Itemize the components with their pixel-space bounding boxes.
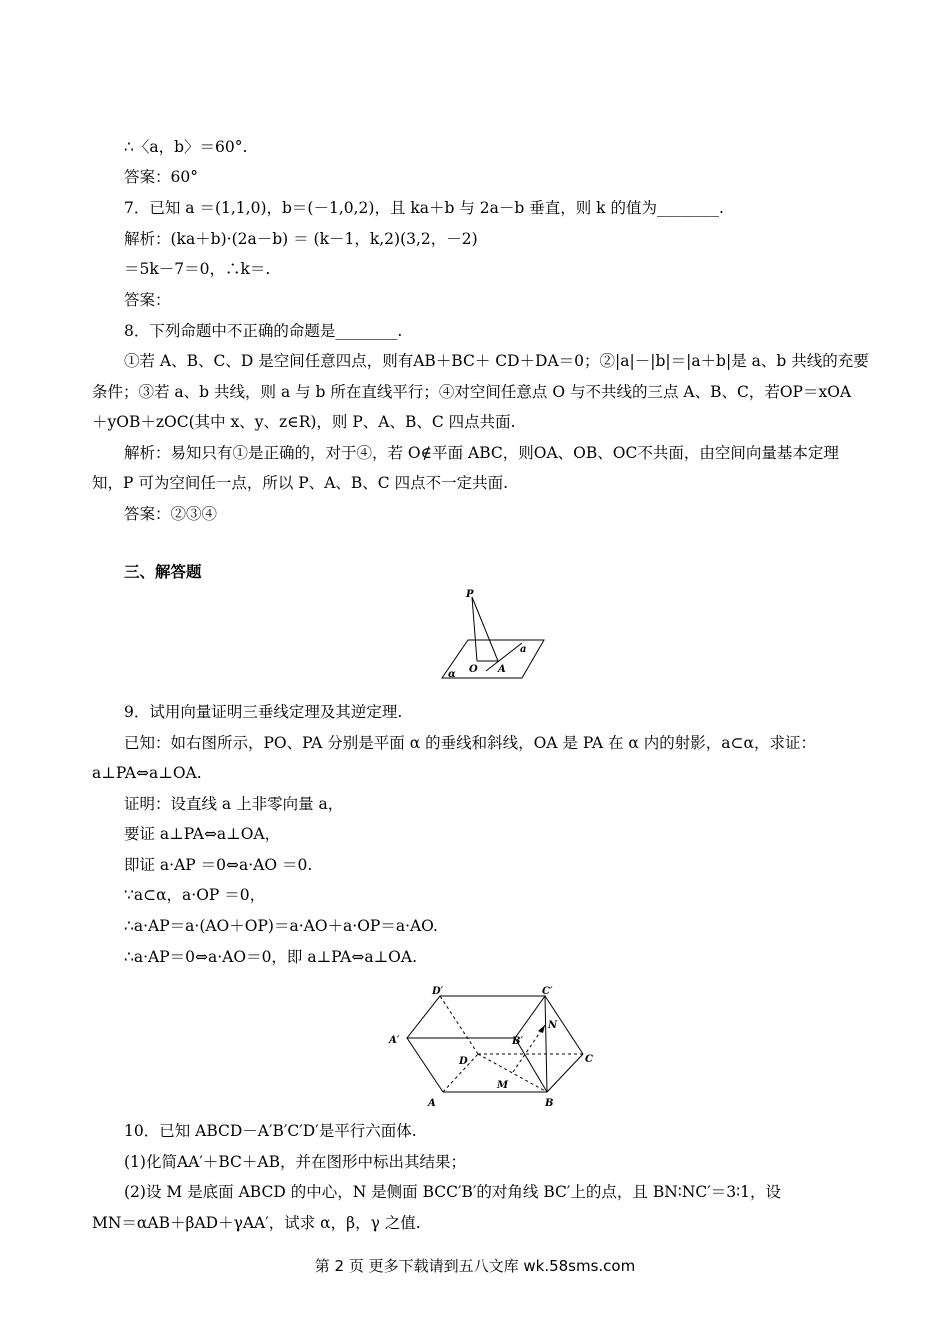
- label-N: N: [548, 1020, 558, 1031]
- edge-DD1-hidden: [440, 996, 478, 1054]
- question-9: 9．试用向量证明三垂线定理及其逆定理.: [124, 703, 403, 721]
- question-10-part2-line2: MN＝αAB＋βAD＋γAA′，试求 α，β，γ 之值.: [92, 1214, 421, 1232]
- solution-7-line1: 解析：(ka＋b)·(2a－b) ＝ (k－1，k,2)(3,2，－2): [124, 230, 478, 248]
- line-angle-result: ∴〈a，b〉＝60°.: [124, 138, 248, 156]
- label-B1: B′: [512, 1036, 524, 1047]
- question-9-given: 已知：如右图所示，PO、PA 分别是平面 α 的垂线和斜线，OA 是 PA 在 α 内的射影，a⊂α，求证：: [124, 734, 816, 752]
- section-heading: 三、解答题: [124, 562, 202, 581]
- line-answer-7prev: 答案：60°: [124, 168, 198, 186]
- solution-8-line1: 解析：易知只有①是正确的，对于④，若 O∉平面 ABC，则OA、OB、OC不共面，由空间向量基本定理: [124, 444, 839, 462]
- label-D1: D′: [432, 986, 444, 997]
- diagonal-DB-hidden: [478, 1054, 547, 1092]
- solution-7-line2: ＝5k－7＝0，∴k＝.: [124, 260, 271, 278]
- answer-8: 答案：②③④: [124, 505, 218, 523]
- edge-AA1: [407, 1038, 443, 1092]
- edge-BC: [547, 1054, 583, 1092]
- diagonal-BC1: [545, 996, 547, 1092]
- label-P: P: [466, 589, 474, 600]
- figure-three-perpendiculars: [440, 585, 550, 685]
- label-M: M: [497, 1080, 509, 1091]
- proof-line2: 要证 a⊥PA⇔a⊥OA，: [124, 825, 281, 843]
- question-7: 7．已知 a ＝(1,1,0)，b＝(－1,0,2)，且 ka＋b 与 2a－b 垂直，则 k 的值为________.: [124, 199, 724, 217]
- proof-line1: 证明：设直线 a 上非零向量 a，: [124, 795, 344, 813]
- proof-line3: 即证 a·AP ＝0⇔a·AO ＝0.: [124, 856, 313, 874]
- question-10-part1: (1)化简AA′＋BC＋AB，并在图形中标出其结果；: [124, 1153, 466, 1171]
- arrow-head-N: [538, 1025, 545, 1033]
- solution-8-line2: 知，P 可为空间任一点，所以 P、A、B、C 四点不一定共面.: [92, 474, 509, 492]
- label-A: A: [428, 1098, 436, 1109]
- label-C: C: [585, 1054, 593, 1065]
- label-A: A: [498, 664, 506, 675]
- proof-line4: ∵a⊂α，a·OP ＝0，: [124, 886, 266, 904]
- label-B: B: [545, 1098, 554, 1109]
- label-alpha: α: [448, 669, 456, 680]
- question-10: 10．已知 ABCD－A′B′C′D′是平行六面体.: [124, 1122, 417, 1140]
- label-O: O: [469, 664, 478, 675]
- label-C1: C′: [542, 986, 553, 997]
- vector-MN: [513, 1025, 545, 1072]
- question-8-options-line1: ①若 A、B、C、D 是空间任意四点，则有AB＋BC＋ CD＋DA＝0；②|a|－|b|＝|a＋b|是 a、b 共线的充要: [124, 352, 869, 370]
- question-9-claim: a⊥PA⇔a⊥OA.: [92, 764, 202, 782]
- page-footer: 第 2 页 更多下载请到五八文库 wk.58sms.com: [314, 1257, 636, 1275]
- question-8-options-line2: 条件；③若 a、b 共线，则 a 与 b 所在直线平行；④对空间任意点 O 与不共线的三点 A、B、C，若OP＝xOA: [92, 383, 852, 401]
- top-face: [407, 996, 545, 1038]
- label-A1: A′: [389, 1035, 400, 1046]
- figure-parallelepiped: [385, 982, 605, 1110]
- label-D: D: [459, 1056, 468, 1067]
- proof-line5: ∴a·AP＝a·(AO＋OP)＝a·AO＋a·OP＝a·AO.: [124, 917, 438, 935]
- answer-7: 答案：: [124, 291, 171, 309]
- label-a: a: [520, 644, 527, 655]
- question-8-options-line3: ＋yOB＋zOC(其中 x、y、z∈R)，则 P、A、B、C 四点共面.: [92, 413, 516, 431]
- proof-line6: ∴a·AP＝0⇔a·AO＝0，即 a⊥PA⇔a⊥OA.: [124, 948, 418, 966]
- question-8: 8．下列命题中不正确的命题是________.: [124, 322, 403, 340]
- plane-alpha: [442, 640, 544, 678]
- question-10-part2-line1: (2)设 M 是底面 ABCD 的中心，N 是侧面 BCC′B′的对角线 BC′上的点，且 BN∶NC′＝3∶1，设: [124, 1183, 782, 1201]
